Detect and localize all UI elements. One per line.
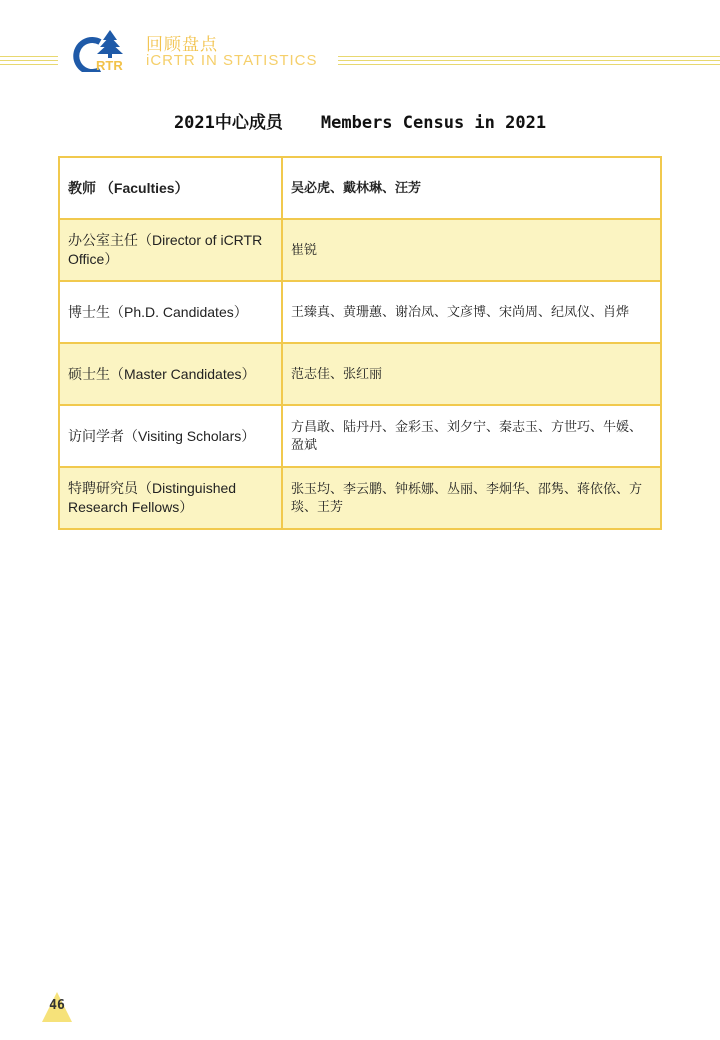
header-rule-left: [0, 56, 58, 66]
table-row: [59, 343, 661, 405]
members-cell: 王臻真、黄珊蕙、谢冶凤、文彦博、宋尚周、纪凤仪、肖烨: [282, 281, 661, 343]
table-row: [59, 219, 661, 281]
role-cell: 博士生（Ph.D. Candidates）: [59, 281, 282, 343]
members-cell: 吴必虎、戴林琳、汪芳: [282, 157, 661, 219]
members-cell: 方昌敢、陆丹丹、金彩玉、刘夕宁、秦志玉、方世巧、牛媛、盈斌: [282, 405, 661, 467]
pine-tree-icon: [97, 30, 123, 58]
role-cell: 办公室主任（Director of iCRTR Office）: [59, 219, 282, 281]
members-table: [58, 156, 662, 530]
role-cell: 教师 （Faculties）: [59, 157, 282, 219]
role-cell: 访问学者（Visiting Scholars）: [59, 405, 282, 467]
logo-text: RTR: [96, 58, 123, 72]
header-en-title: iCRTR IN STATISTICS: [146, 52, 318, 69]
members-cell: 张玉均、李云鹏、钟栎娜、丛丽、李炯华、邵隽、蒋依依、方琰、王芳: [282, 467, 661, 529]
role-cell: 特聘研究员（Distinguished Research Fellows）: [59, 467, 282, 529]
header-cn-title: 回顾盘点: [146, 35, 218, 55]
icrtr-logo: [70, 28, 138, 72]
page-title: [0, 108, 720, 133]
table-row: [59, 467, 661, 529]
table-row: [59, 281, 661, 343]
title-en: Members Census in 2021: [320, 113, 547, 133]
members-cell: 范志佳、张红丽: [282, 343, 661, 405]
table-row: [59, 157, 661, 219]
members-cell: 崔锐: [282, 219, 661, 281]
title-cn: 2021中心成员: [173, 113, 283, 133]
table-row: [59, 405, 661, 467]
header-rule-right: [338, 56, 720, 66]
page-number: 46: [49, 998, 65, 1013]
role-cell: 硕士生（Master Candidates）: [59, 343, 282, 405]
